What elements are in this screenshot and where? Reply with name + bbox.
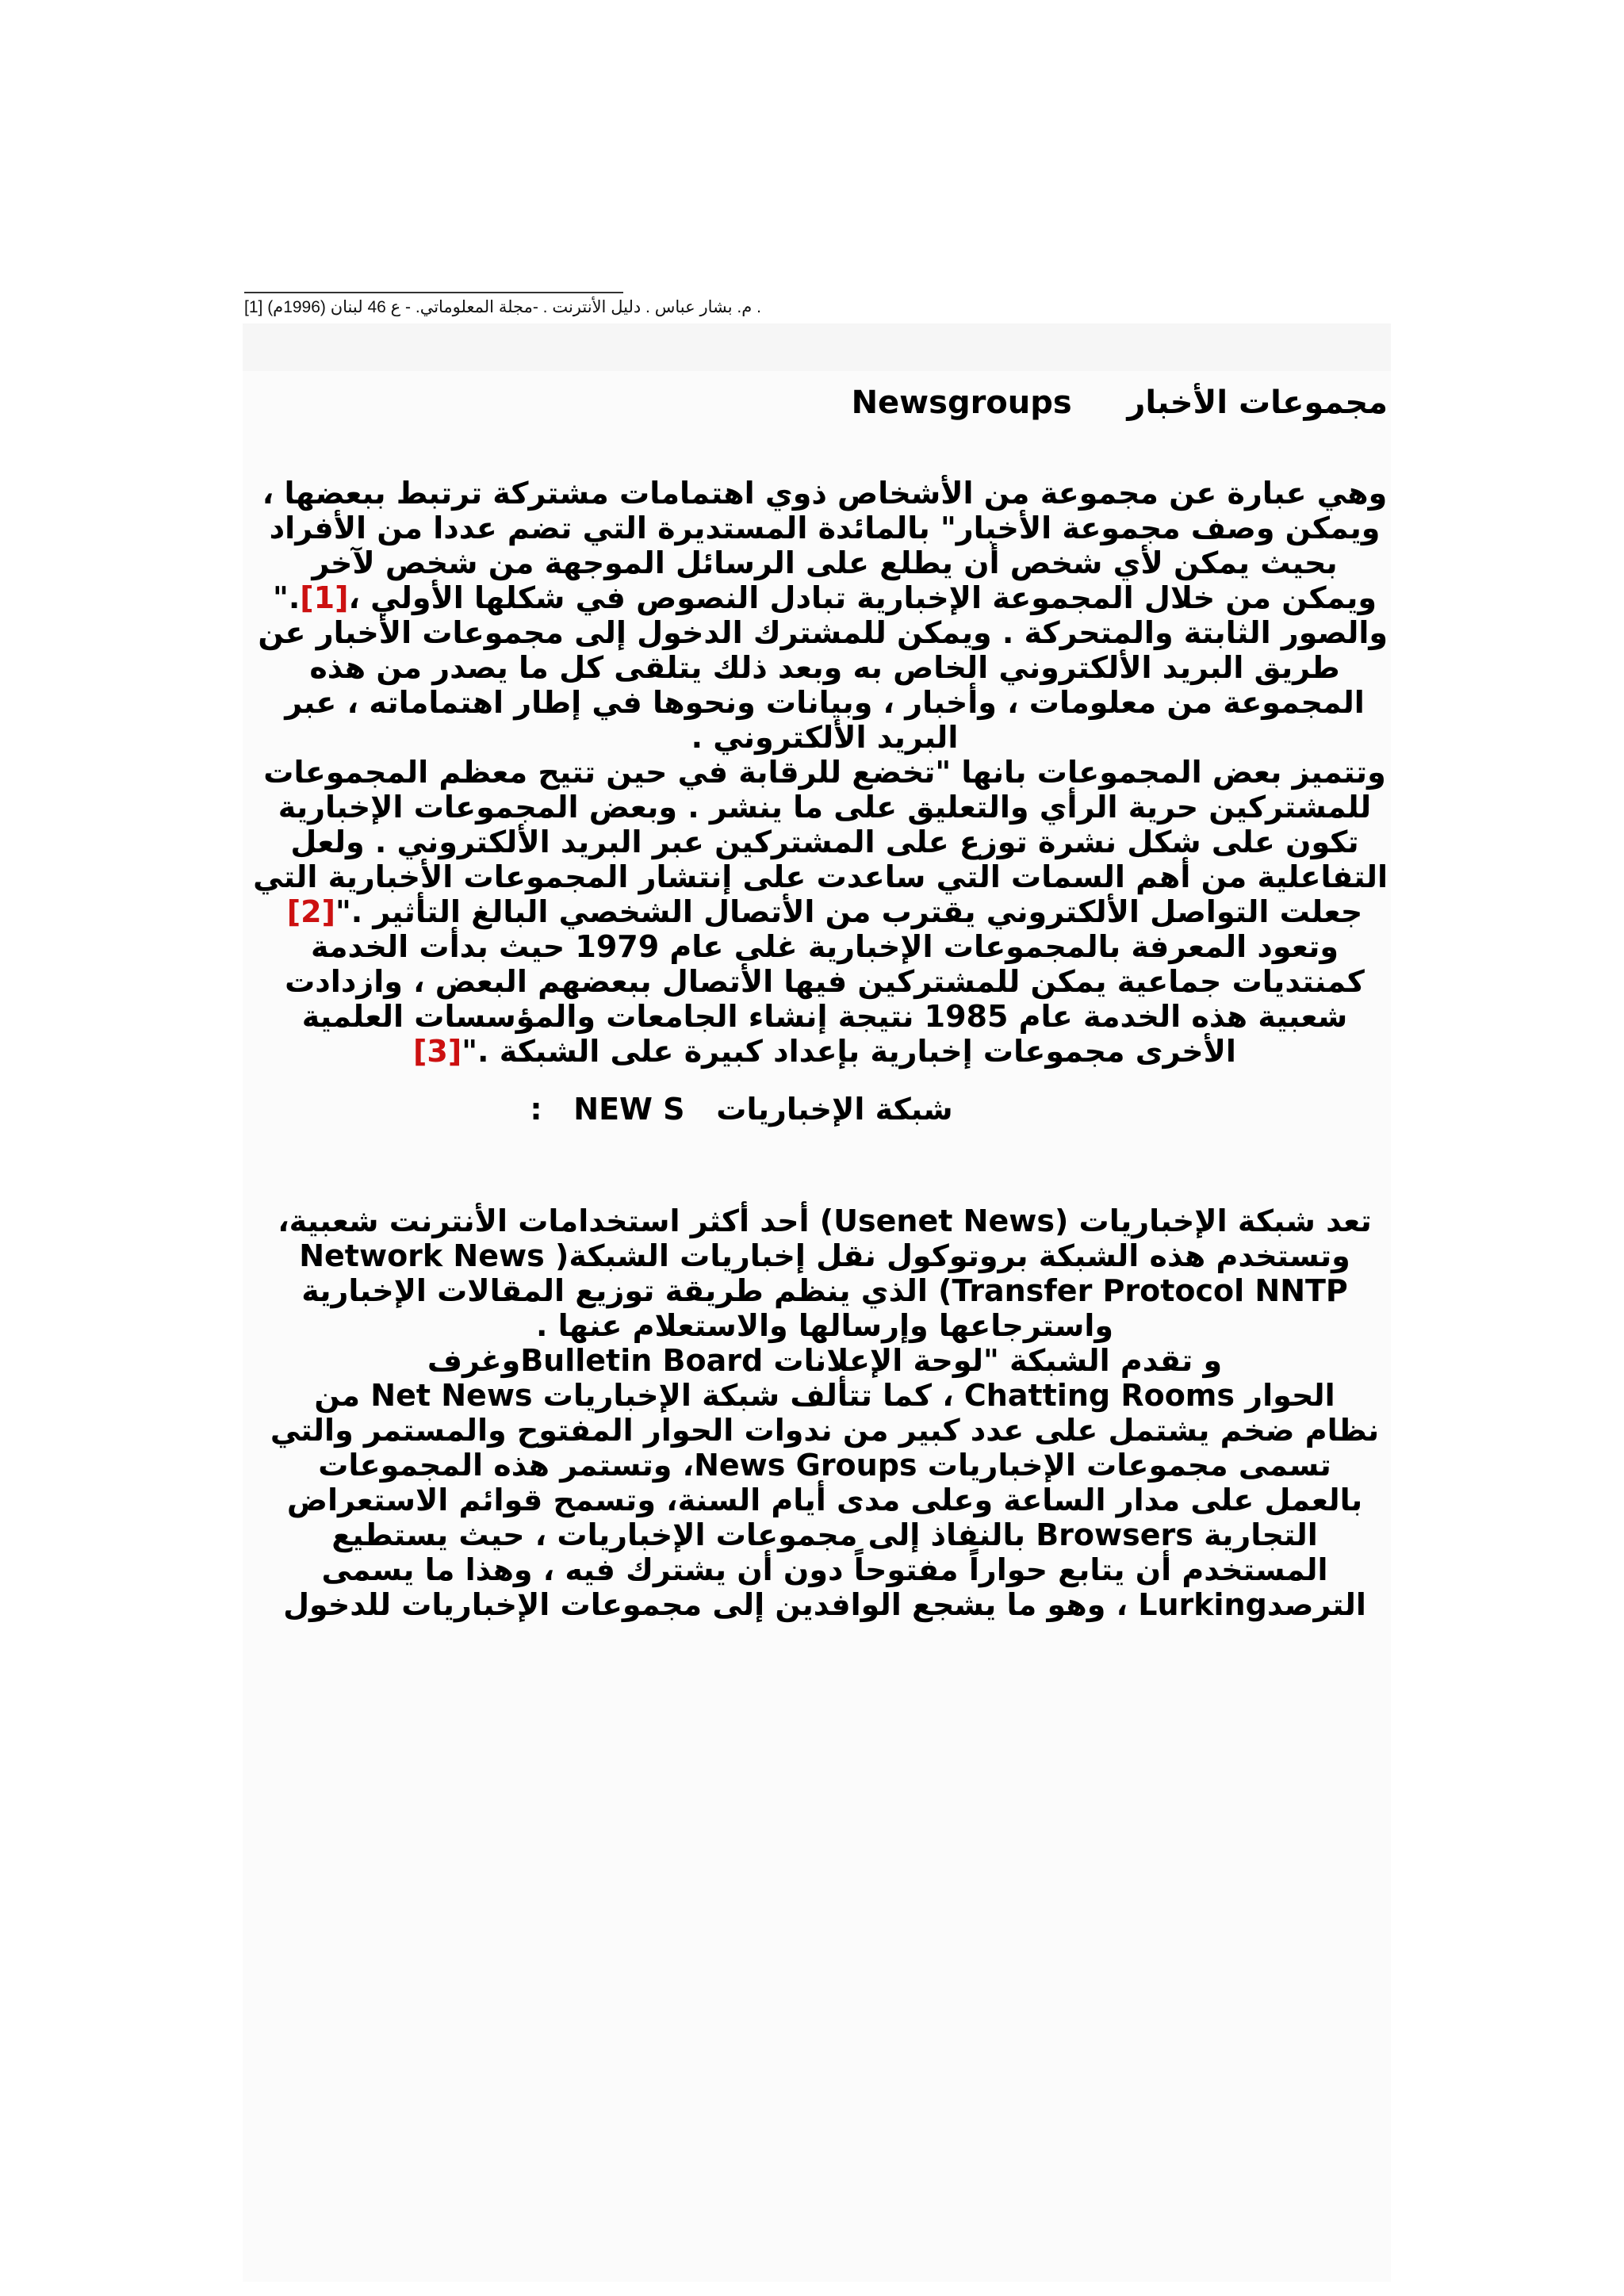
- footnote: [1] م. بشار عباس . دليل الأنترنت . -مجلة المعلوماتي. - ع 46 لبنان (1996م) .: [244, 298, 761, 316]
- paragraph-line: و تقدم الشبكة "لوحة الإعلانات Bulletin Boardوغرف: [427, 1343, 1223, 1378]
- paragraph-text: الأخرى مجموعات إخبارية بإعداد كبيرة على الشبكة .": [462, 1034, 1236, 1069]
- subheading-arabic: شبكة الإخباريات: [716, 1092, 953, 1127]
- paragraph-line: وتستخدم هذه الشبكة بروتوكول نقل إخباريات الشبكة( Network News: [299, 1238, 1350, 1273]
- section-heading: [262, 366, 1388, 439]
- paragraph-line: [262, 580, 1388, 615]
- subheading-english: NEW S: [573, 1092, 685, 1127]
- paragraph-line: تكون على شكل نشرة توزع على المشتركين عبر البريد الألكتروني . ولعل: [290, 825, 1359, 859]
- heading-english: Newsgroups: [851, 385, 1072, 421]
- paragraph-line: التجارية Browsers بالنفاذ إلى مجموعات الإخباريات ، حيث يستطيع: [331, 1517, 1318, 1552]
- paragraph-line: الحوار Chatting Rooms ، كما تتألف شبكة الإخباريات Net News من: [314, 1378, 1335, 1413]
- paragraph-line: الترصدLurking ، وهو ما يشجع الوافدين إلى مجموعات الإخباريات للدخول: [283, 1587, 1366, 1622]
- document-body: [253, 366, 1388, 1622]
- paragraph-line: واسترجاعها وإرسالها والاستعلام عنها .: [535, 1308, 1114, 1343]
- paragraph-line: للمشتركين حرية الرأي والتعليق على ما ينشر . وبعض المجموعات الإخبارية: [278, 790, 1372, 825]
- paragraph-line: طريق البريد الألكتروني الخاص به وبعد ذلك يتلقى كل ما يصدر من هذه: [309, 650, 1340, 685]
- paragraph-line: بالعمل على مدار الساعة وعلى مدى أيام السنة، وتسمح قوائم الاستعراض: [286, 1483, 1363, 1517]
- paragraph-line: تسمى مجموعات الإخباريات News Groups، وتستمر هذه المجموعات: [318, 1448, 1331, 1483]
- paragraph-line: المجموعة من معلومات ، وأخبار ، وبيانات ونحوها في إطار اهتماماته ، عبر: [285, 685, 1365, 720]
- paragraph-line: Transfer Protocol NNTP) الذي ينظم طريقة توزيع المقالات الإخبارية: [301, 1273, 1348, 1308]
- paragraph-line: نظام ضخم يشتمل على عدد كبير من ندوات الحوار المفتوح والمستمر والتي: [270, 1413, 1380, 1448]
- paragraph-line: والصور الثابتة والمتحركة . ويمكن للمشترك الدخول إلى مجموعات الأخبار عن: [258, 615, 1388, 650]
- paragraph-text: جعلت التواصل الألكتروني يقترب من الأتصال الشخصي البالغ التأثير .": [335, 894, 1363, 929]
- paragraph-line: شعبية هذه الخدمة عام 1985 نتيجة إنشاء الجامعات والمؤسسات العلمية: [301, 999, 1348, 1034]
- paragraph-line: وتعود المعرفة بالمجموعات الإخبارية غلى عام 1979 حيث بدأت الخدمة: [310, 929, 1339, 964]
- paragraph-line: [262, 1034, 1388, 1069]
- paragraph-line: [262, 894, 1388, 929]
- paragraph-text: ويمكن من خلال المجموعة الإخبارية تبادل النصوص في شكلها الأولي ،: [348, 580, 1377, 615]
- paragraph-line: وتتميز بعض المجموعات بانها "تخضع للرقابة في حين تتيح معظم المجموعات: [263, 755, 1386, 790]
- paragraph-line: التفاعلية من أهم السمات التي ساعدت على إنتشار المجموعات الأخبارية التي: [253, 859, 1388, 894]
- paragraph-line: تعد شبكة الإخباريات (Usenet News) أحد أكثر استخدامات الأنترنت شعبية،: [278, 1203, 1372, 1238]
- spacer: [262, 439, 1388, 476]
- paragraph-line: كمنتديات جماعية يمكن للمشتركين فيها الأتصال ببعضهم البعض ، وازدادت: [285, 964, 1365, 999]
- quote-mark: .": [273, 580, 301, 615]
- paragraph-line: المستخدم أن يتابع حواراً مفتوحاً دون أن يشترك فيه ، وهذا ما يسمى: [321, 1552, 1328, 1587]
- paragraph-line: البريد الألكتروني .: [691, 720, 959, 755]
- footnote-reference[interactable]: [1]: [300, 580, 349, 615]
- footnote-reference[interactable]: [3]: [413, 1034, 462, 1069]
- heading-arabic: مجموعات الأخبار: [1127, 385, 1388, 421]
- subheading-colon: :: [530, 1092, 542, 1127]
- paragraph-line: ويمكن وصف مجموعة الأخبار" بالمائدة المستديرة التي تضم عددا من الأفراد: [269, 511, 1381, 545]
- footnote-separator: [244, 292, 623, 293]
- paragraph-line: بحيث يمكن لأي شخص أن يطلع على الرسائل الموجهة من شخص لآخر: [312, 545, 1338, 580]
- paragraph-line: وهي عبارة عن مجموعة من الأشخاص ذوي اهتمامات مشتركة ترتبط ببعضها ،: [262, 476, 1388, 511]
- subsection-heading: [262, 1069, 1388, 1150]
- spacer: [262, 1150, 1388, 1203]
- footnote-reference[interactable]: [2]: [286, 894, 335, 929]
